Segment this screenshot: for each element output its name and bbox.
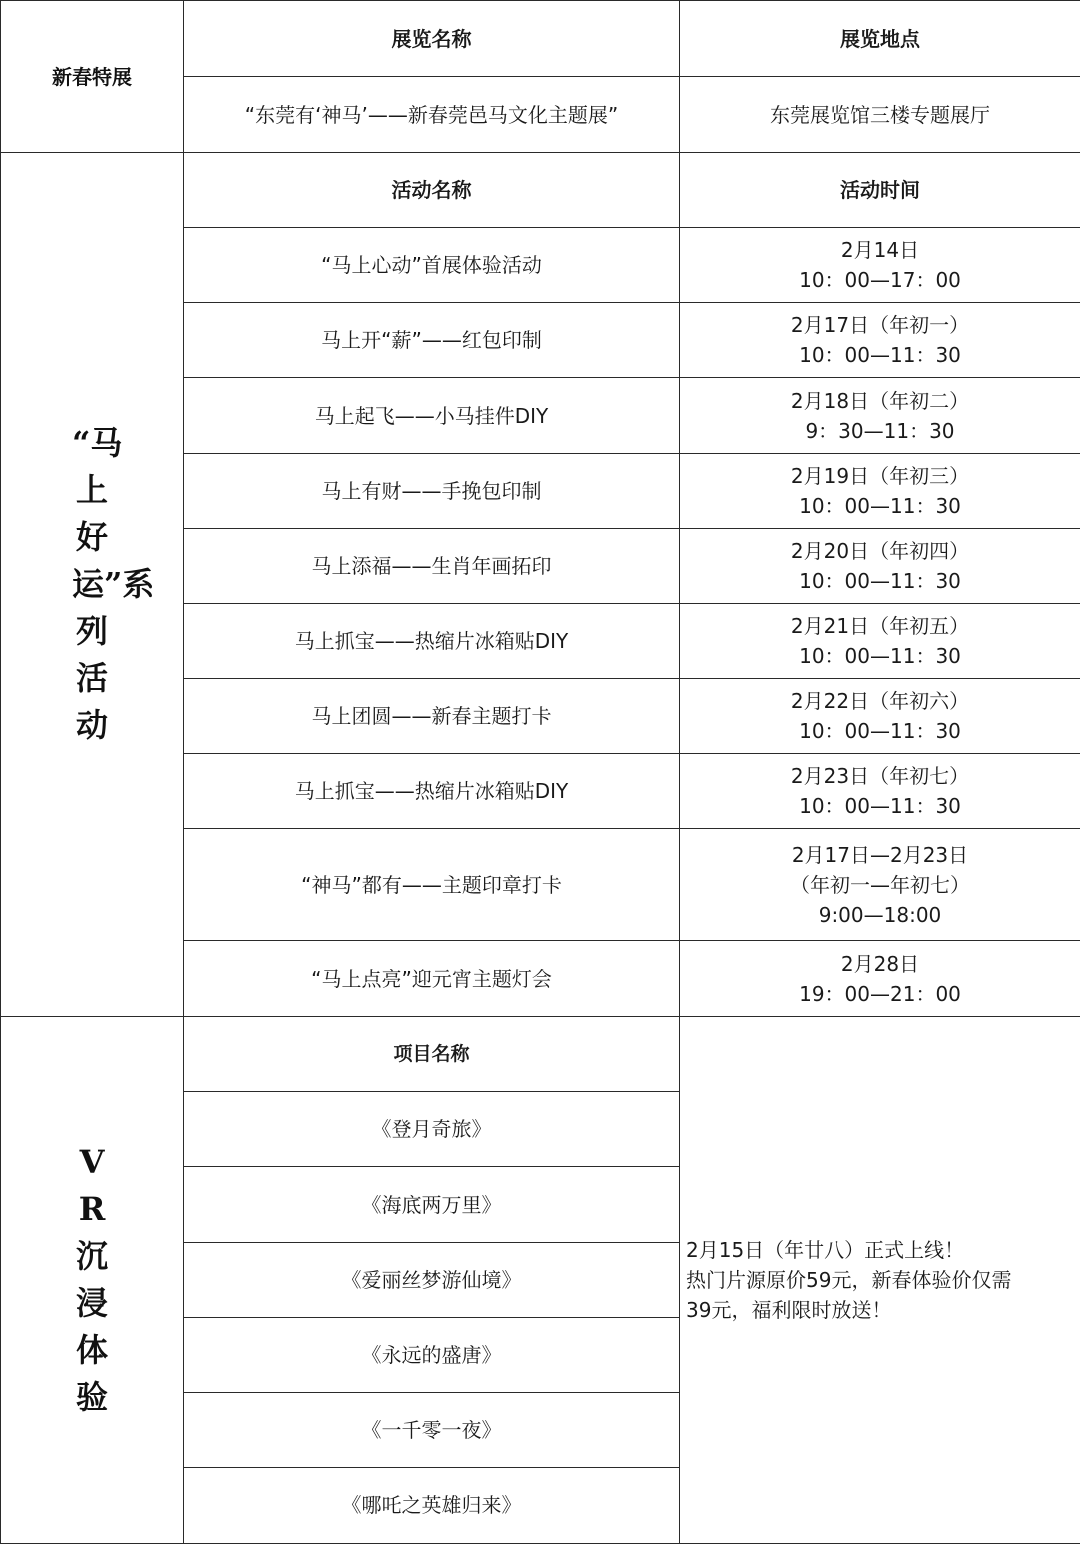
vr-project-name: 《一千零一夜》: [184, 1392, 680, 1467]
vr-project-name: 《哪吒之英雄归来》: [184, 1467, 680, 1543]
activities-header-row: [1, 153, 1080, 228]
activity-name: 马上添福——生肖年画拓印: [184, 528, 680, 603]
activity-time: [680, 453, 1080, 528]
activity-name: 马上有财——手挽包印制: [184, 453, 680, 528]
activity-hours: 10：00—11：30: [799, 718, 961, 743]
activity-hours: 10：00—11：30: [799, 493, 961, 518]
activity-date: 2月17日（年初一）: [790, 313, 970, 338]
activity-hours: 10：00—11：30: [799, 568, 961, 593]
vr-section-title: VR沉浸体验: [75, 1143, 108, 1417]
activity-date: 2月14日: [840, 238, 920, 263]
vr-project-name: 《永远的盛唐》: [184, 1317, 680, 1392]
activity-time: [680, 378, 1080, 453]
activity-date: 2月21日（年初五）: [790, 613, 970, 638]
activity-time: [680, 228, 1080, 303]
activity-date: 2月22日（年初六）: [790, 688, 970, 713]
activity-name: “神马”都有——主题印章打卡: [184, 829, 680, 941]
activities-section-title: “马上好运”系列活动: [72, 424, 155, 745]
activity-hours: 10：00—11：30: [799, 793, 961, 818]
activity-time: [680, 753, 1080, 828]
vr-note-line: 2月15日（年廿八）正式上线！: [686, 1238, 965, 1263]
activity-name: 马上团圆——新春主题打卡: [184, 678, 680, 753]
vr-note-line: 热门片源原价59元，新春体验价仅需: [686, 1268, 1012, 1293]
activity-hours: 19：00—21：00: [799, 981, 961, 1006]
exhibition-location: 东莞展览馆三楼专题展厅: [680, 77, 1080, 153]
activity-hours: 9：30—11：30: [805, 418, 955, 443]
vr-project-name: 《登月奇旅》: [184, 1092, 680, 1167]
vr-note-line: 39元，福利限时放送！: [686, 1298, 892, 1323]
activity-name: 马上起飞——小马挂件DIY: [184, 378, 680, 453]
activity-hours: 10：00—11：30: [799, 343, 961, 368]
activity-name: 马上抓宝——热缩片冰箱贴DIY: [184, 603, 680, 678]
activity-time: [680, 528, 1080, 603]
activity-name: “马上点亮”迎元宵主题灯会: [184, 941, 680, 1017]
activity-date: 2月19日（年初三）: [790, 463, 970, 488]
activities-section-cell: [1, 153, 184, 1017]
activity-name: 马上开“薪”——红包印制: [184, 303, 680, 378]
exhibition-name-header: 展览名称: [184, 1, 680, 77]
vr-section-cell: [1, 1017, 184, 1544]
activity-date: 2月18日（年初二）: [790, 388, 970, 413]
vr-note: [680, 1017, 1080, 1544]
activity-time-header: 活动时间: [680, 153, 1080, 228]
activity-date: 2月20日（年初四）: [790, 538, 970, 563]
activity-name: 马上抓宝——热缩片冰箱贴DIY: [184, 753, 680, 828]
activity-name-header: 活动名称: [184, 153, 680, 228]
activity-hours: 10：00—11：30: [799, 643, 961, 668]
exhibition-section-title: 新春特展: [1, 1, 184, 153]
activity-time: [680, 678, 1080, 753]
vr-project-name: 《海底两万里》: [184, 1167, 680, 1242]
exhibition-location-header: 展览地点: [680, 1, 1080, 77]
exhibition-header-row: [1, 1, 1080, 77]
activity-hours: 10：00—17：00: [799, 268, 961, 293]
activity-lunar-range: （年初一—年初七）: [790, 872, 970, 897]
activity-name: “马上心动”首展体验活动: [184, 228, 680, 303]
activity-hours: 9:00—18:00: [818, 902, 942, 927]
activity-time: [680, 941, 1080, 1017]
activity-date-range: 2月17日—2月23日: [791, 842, 969, 867]
exhibition-name: “东莞有‘神马’——新春莞邑马文化主题展”: [184, 77, 680, 153]
activity-time: [680, 303, 1080, 378]
vr-project-header: 项目名称: [184, 1017, 680, 1092]
activity-date: 2月23日（年初七）: [790, 763, 970, 788]
vr-project-name: 《爱丽丝梦游仙境》: [184, 1242, 680, 1317]
activity-time: [680, 829, 1080, 941]
activity-date: 2月28日: [840, 951, 920, 976]
vr-header-row: [1, 1017, 1080, 1092]
activity-time: [680, 603, 1080, 678]
